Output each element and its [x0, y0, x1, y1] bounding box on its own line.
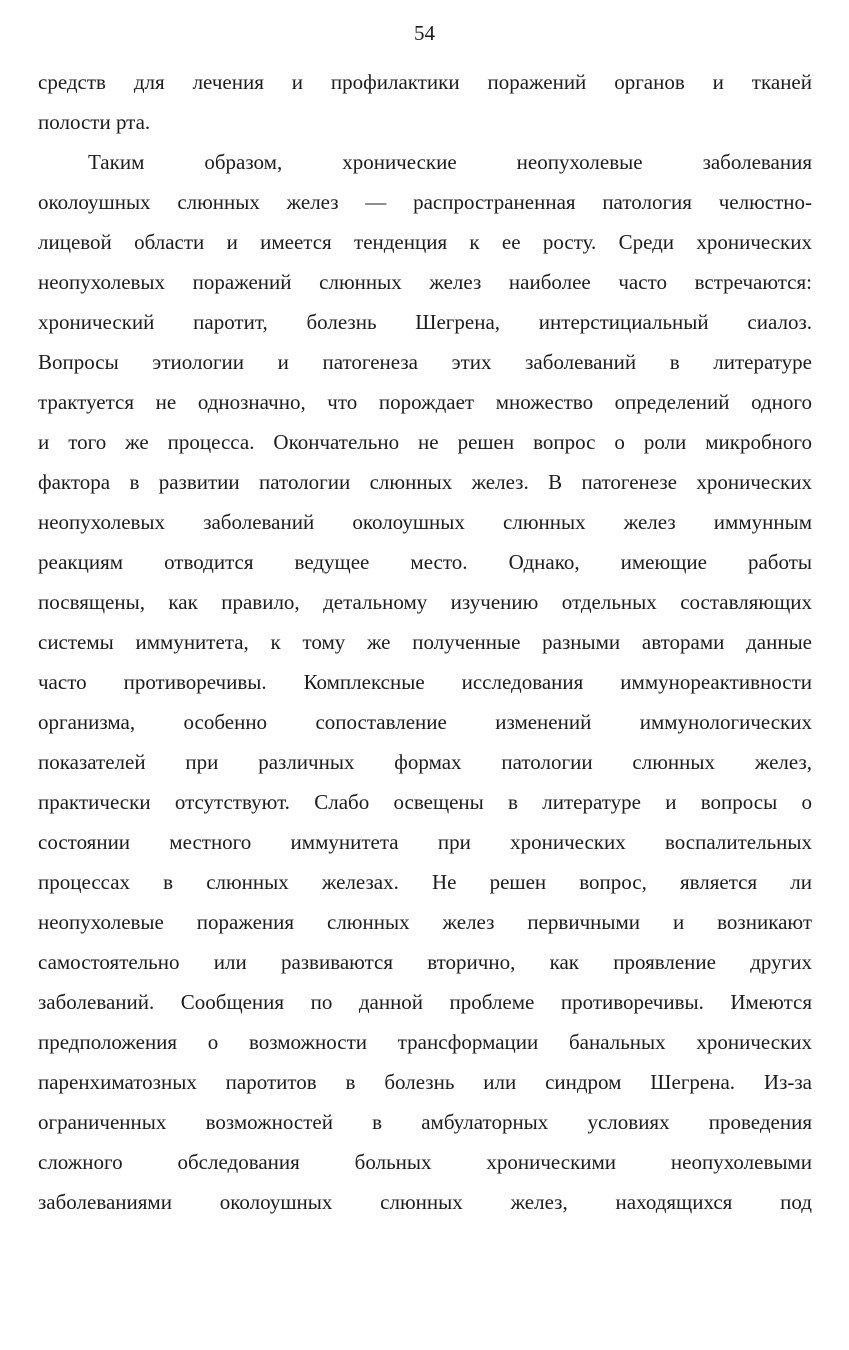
text-line: лицевой области и имеется тенденция к ее росту. Среди хронических [38, 230, 812, 254]
text-line: Вопросы этиологии и патогенеза этих заболеваний в литературе [38, 350, 812, 374]
text-line: процессах в слюнных железах. Не решен вопрос, является ли [38, 870, 812, 894]
text-line: самостоятельно или развиваются вторично, как проявление других [38, 950, 812, 974]
text-line: фактора в развитии патологии слюнных желез. В патогенезе хронических [38, 470, 812, 494]
text-line: неопухолевых заболеваний околоушных слюнных желез иммунным [38, 510, 812, 534]
text-line: показателей при различных формах патологии слюнных желез, [38, 750, 812, 774]
paragraph-1 [38, 62, 812, 142]
text-line: паренхиматозных паротитов в болезнь или синдром Шегрена. Из-за [38, 1070, 812, 1094]
text-line: организма, особенно сопоставление изменений иммунологических [38, 710, 812, 734]
text-line: заболеваний. Сообщения по данной проблеме противоречивы. Имеются [38, 990, 812, 1014]
text-line: средств для лечения и профилактики поражений органов и тканей [38, 70, 812, 94]
text-line: сложного обследования больных хроническими неопухолевыми [38, 1150, 812, 1174]
page-number: 54 [414, 21, 435, 45]
text-line: трактуется не однозначно, что порождает множество определений одного [38, 390, 812, 414]
text-line: посвящены, как правило, детальному изучению отдельных составляющих [38, 590, 812, 614]
text-line: практически отсутствуют. Слабо освещены в литературе и вопросы о [38, 790, 812, 814]
text-line: околоушных слюнных желез — распространенная патология челюстно- [38, 190, 812, 214]
text-line: Таким образом, хронические неопухолевые заболевания [88, 150, 812, 174]
body-text [38, 62, 812, 1222]
text-line: реакциям отводится ведущее место. Однако, имеющие работы [38, 550, 812, 574]
text-line: неопухолевых поражений слюнных желез наиболее часто встречаются: [38, 270, 812, 294]
text-line: предположения о возможности трансформации банальных хронических [38, 1030, 812, 1054]
text-line: часто противоречивы. Комплексные исследования иммунореактивности [38, 670, 812, 694]
text-line: и того же процесса. Окончательно не решен вопрос о роли микробного [38, 430, 812, 454]
text-line: ограниченных возможностей в амбулаторных условиях проведения [38, 1110, 812, 1134]
text-line: хронический паротит, болезнь Шегрена, интерстициальный сиалоз. [38, 310, 812, 334]
text-line: заболеваниями околоушных слюнных желез, находящихся под [38, 1190, 812, 1214]
text-line: системы иммунитета, к тому же полученные разными авторами данные [38, 630, 812, 654]
text-line: полости рта. [38, 110, 151, 134]
paragraph-2 [38, 142, 812, 1222]
text-line: состоянии местного иммунитета при хронических воспалительных [38, 830, 812, 854]
text-line: неопухолевые поражения слюнных желез первичными и возникают [38, 910, 812, 934]
